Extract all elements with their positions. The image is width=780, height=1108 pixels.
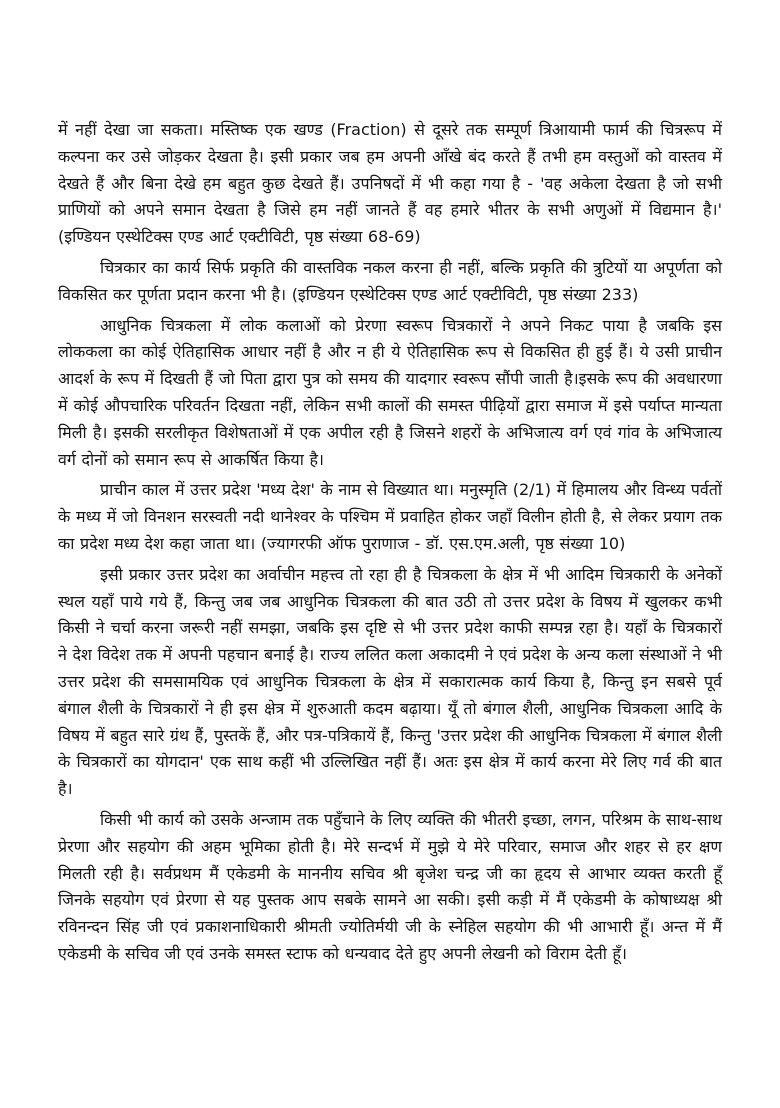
- paragraph-madhya-desh: प्राचीन काल में उत्तर प्रदेश 'मध्य देश' के नाम से विख्यात था। मनुस्मृति (2/1) में हिमालय और विन्ध्य पर्वतों के मध्य में जो विनशन सरस्वती नदी थानेश्वर के पश्चिम में प्रवाहित होकर जहाँ विलीन होती है, से लेकर प्रयाग तक का प्रदेश मध्य देश कहा जाता था। (ज्यागरफी ऑफ पुराणाज - डॉ. एस.एम.अली, पृष्ठ संख्या 10): [58, 480, 722, 553]
- paragraph-perception: में नहीं देखा जा सकता। मस्तिष्क एक खण्ड (Fraction) से दूसरे तक सम्पूर्ण त्रिआयामी फार्म की चित्ररूप में कल्पना कर उसे जोड़कर देखता है। इसी प्रकार जब हम अपनी आँखे बंद करते हैं तभी हम वस्तुओं को वास्तव में देखते हैं और बिना देखे हम बहुत कुछ देखते हैं। उपनिषदों में भी कहा गया है - 'वह अकेला देखता है जो सभी प्राणियों को अपने समान देखता है जिसे हम नहीं जानते हैं वह हमारे भीतर के सभी अणुओं में विद्यमान है।' (इण्डियन एस्थेटिक्स एण्ड आर्ट एक्टीविटी, पृष्ठ संख्या 68-69): [58, 120, 722, 247]
- paragraph-folk-art: आधुनिक चित्रकला में लोक कलाओं को प्रेरणा स्वरूप चित्रकारों ने अपने निकट पाया है जबकि इस लोककला का कोई ऐतिहासिक आधार नहीं है और न ही ये ऐतिहासिक रूप से विकसित ही हुई हैं। ये उसी प्राचीन आदर्श के रूप में दिखती हैं जो पिता द्वारा पुत्र को समय की यादगार स्वरूप सौंपी जाती है।इसके रूप की अवधारणा में कोई औपचारिक परिवर्तन दिखता नहीं, लेकिन सभी कालों की समस्त पीढ़ियों द्वारा समाज में इसे पर्याप्त मान्यता मिली है। इसकी सरलीकृत विशेषताओं में एक अपील रही है जिसने शहरों के अभिजात्य वर्ग एवं गांव के अभिजात्य वर्ग दोनों को समान रूप से आकर्षित किया है।: [58, 315, 722, 469]
- paragraph-painter-role: चित्रकार का कार्य सिर्फ प्रकृति की वास्तविक नकल करना ही नहीं, बल्कि प्रकृति की त्रुटियों या अपूर्णता को विकसित कर पूर्णता प्रदान करना भी है। (इण्डियन एस्थेटिक्स एण्ड आर्ट एक्टीविटी, पृष्ठ संख्या 233): [58, 257, 722, 304]
- paragraph-acknowledgements: किसी भी कार्य को उसके अन्जाम तक पहुँचाने के लिए व्यक्ति की भीतरी इच्छा, लगन, परिश्रम के साथ-साथ प्रेरणा और सहयोग की अहम भूमिका होती है। मेरे सन्दर्भ में मुझे ये मेरे परिवार, समाज और शहर से हर क्षण मिलती रही है। सर्वप्रथम मैं एकेडमी के माननीय सचिव श्री बृजेश चन्द्र जी का हृदय से आभार व्यक्त करती हूँ जिनके सहयोग एवं प्रेरणा से यह पुस्तक आप सबके सामने आ सकी। इसी कड़ी में मैं एकेडमी के कोषाध्यक्ष श्री रविनन्दन सिंह जी एवं प्रकाशनाधिकारी श्रीमती ज्योतिर्मयी जी के स्नेहिल सहयोग की भी आभारी हूँ। अन्त में मैं एकेडमी के सचिव जी एवं उनके समस्त स्टाफ को धन्यवाद देते हुए अपनी लेखनी को विराम देती हूँ।: [58, 809, 722, 963]
- paragraph-uttar-pradesh-art: इसी प्रकार उत्तर प्रदेश का अर्वाचीन महत्त्व तो रहा ही है चित्रकला के क्षेत्र में भी आदिम चित्रकारी के अनेकों स्थल यहाँ पाये गये हैं, किन्तु जब जब आधुनिक चित्रकला की बात उठी तो उत्तर प्रदेश के विषय में खुलकर कभी किसी ने चर्चा करना जरूरी नहीं समझा, जबकि इस दृष्टि से भी उत्तर प्रदेश काफी सम्पन्न रहा है। यहाँ के चित्रकारों ने देश विदेश तक में अपनी पहचान बनाई है। राज्य ललित कला अकादमी ने एवं प्रदेश के अन्य कला संस्थाओं ने भी उत्तर प्रदेश की समसामयिक एवं आधुनिक चित्रकला के क्षेत्र में सकारात्मक कार्य किया है, किन्तु इन सबसे पूर्व बंगाल शैली के चित्रकारों ने ही इस क्षेत्र में शुरुआती कदम बढ़ाया। यूँ तो बंगाल शैली, आधुनिक चित्रकला आदि के विषय में बहुत सारे ग्रंथ हैं, पुस्तकें हैं, और पत्र-पत्रिकायें हैं, किन्तु 'उत्तर प्रदेश की आधुनिक चित्रकला में बंगाल शैली के चित्रकारों का योगदान' एक साथ कहीं भी उल्लिखित नहीं हैं। अतः इस क्षेत्र में कार्य करना मेरे लिए गर्व की बात है।: [58, 564, 722, 799]
